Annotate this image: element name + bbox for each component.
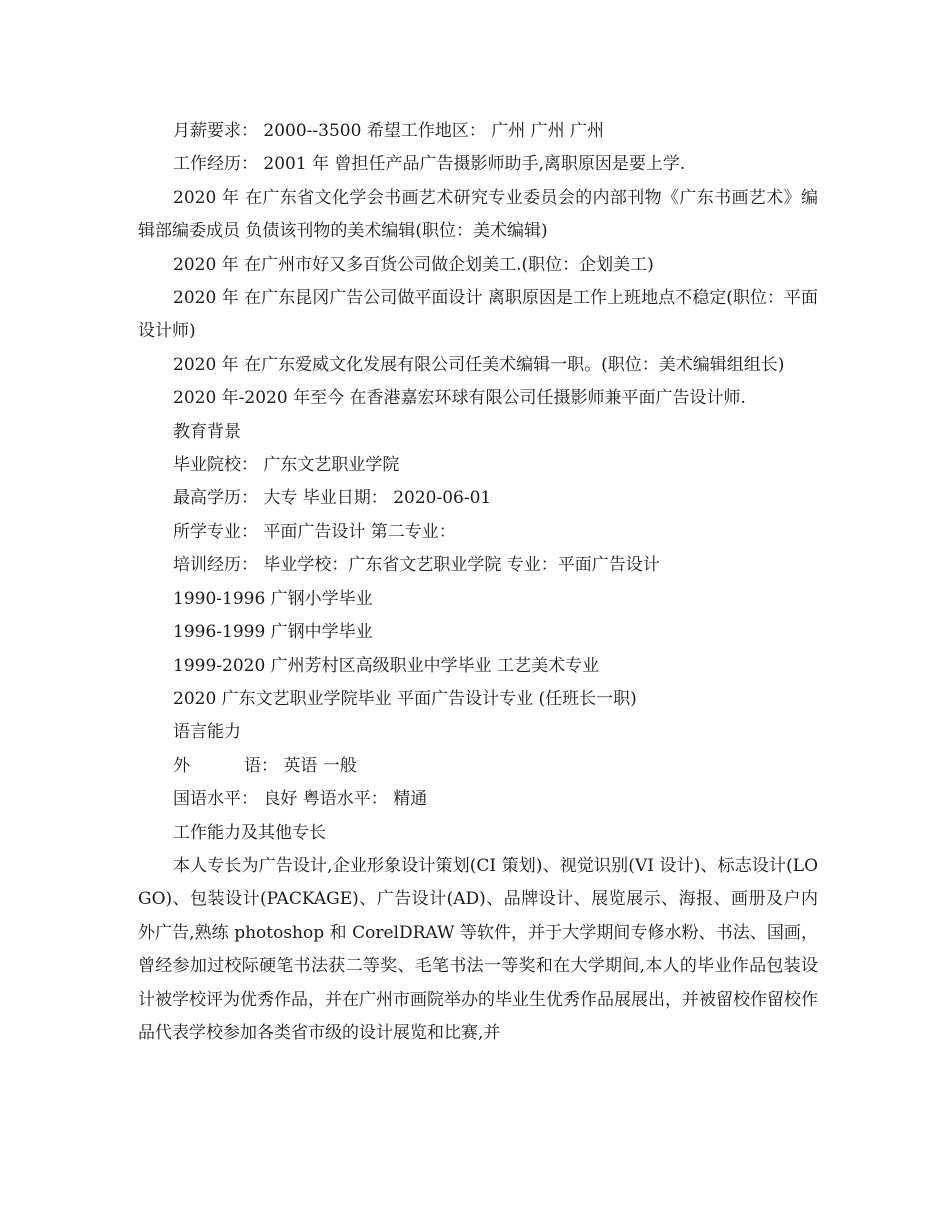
skills-paragraph: 本人专长为广告设计,企业形象设计策划(CI 策划)、视觉识别(VI 设计)、标志设计(LOGO)、包装设计(PACKAGE)、广告设计(AD)、品牌设计、展览展示、海报、画册及户内外广告,熟练 photoshop 和 CorelDRAW 等软件，并于大学期间专修水粉、书法、国画，曾经参加过校际硬笔书法获二等奖、毛笔书法一等奖和在大学期间,本人的毕业作品包装设计被学校评为优秀作品，并在广州市画院举办的毕业生优秀作品展展出，并被留校作留校作品代表学校参加各类省市级的设计展览和比赛,并: [138, 855, 819, 1043]
education-history-item: 1996-1999 广钢中学毕业: [173, 622, 373, 643]
language-foreign-label: 外: [173, 755, 190, 776]
education-history-item: 2020 广东文艺职业学院毕业 平面广告设计专业 (任班长一职): [173, 688, 637, 709]
language-foreign: [138, 750, 818, 783]
education-school: 毕业院校： 广东文艺职业学院: [173, 455, 400, 476]
education-degree: 最高学历： 大专 毕业日期： 2020-06-01: [173, 488, 492, 509]
education-heading: 教育背景: [173, 421, 241, 442]
education-history-item: 1999-2020 广州芳村区高级职业中学毕业 工艺美术专业: [173, 655, 600, 676]
language-heading: 语言能力: [173, 722, 241, 743]
work-entry: 2020 年 在广东爱威文化发展有限公司任美术编辑一职。(职位：美术编辑组组长): [173, 354, 785, 375]
skills-heading: 工作能力及其他专长: [173, 822, 326, 843]
work-entry: 2020 年-2020 年至今 在香港嘉宏环球有限公司任摄影师兼平面广告设计师.: [173, 388, 746, 409]
work-entry: 2020 年 在广东昆冈广告公司做平面设计 离职原因是工作上班地点不稳定(职位：平面设计师): [138, 288, 818, 342]
work-experience-intro: 工作经历： 2001 年 曾担任产品广告摄影师助手,离职原因是要上学.: [173, 154, 686, 175]
work-entry: 2020 年 在广州市好又多百货公司做企划美工.(职位：企划美工): [173, 254, 654, 275]
education-training: 培训经历： 毕业学校：广东省文艺职业学院 专业：平面广告设计: [173, 555, 660, 576]
language-dialect: 国语水平： 良好 粤语水平： 精通: [173, 789, 428, 810]
work-entry: 2020 年 在广东省文化学会书画艺术研究专业委员会的内部刊物《广东书画艺术》编辑部编委成员 负债该刊物的美术编辑(职位：美术编辑): [138, 187, 818, 242]
resume-body: [138, 115, 818, 1050]
education-history-item: 1990-1996 广钢小学毕业: [173, 588, 373, 609]
salary-line: 月薪要求： 2000--3500 希望工作地区： 广州 广州 广州: [173, 121, 605, 141]
education-major: 所学专业： 平面广告设计 第二专业：: [173, 521, 456, 542]
language-foreign-value: 语： 英语 一般: [244, 755, 357, 776]
